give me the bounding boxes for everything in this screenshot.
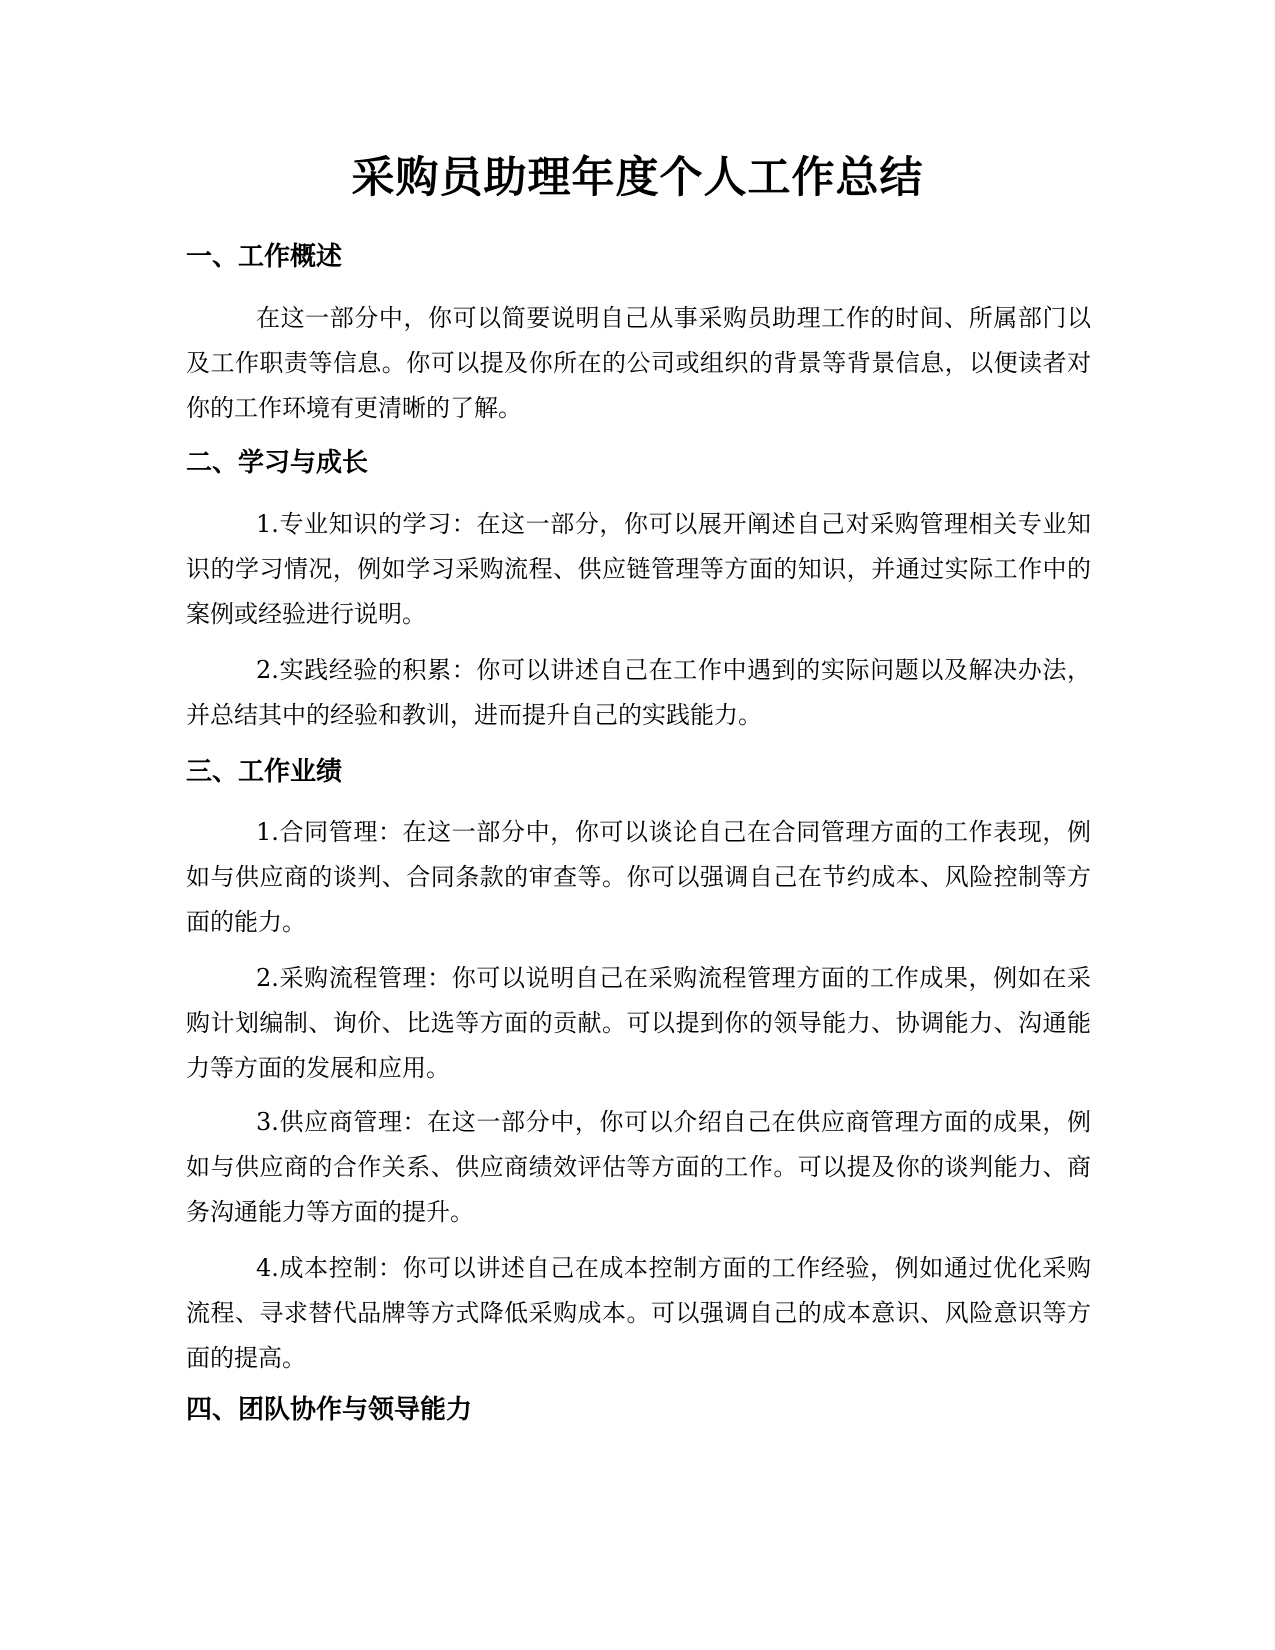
performance-paragraph-3: 3.供应商管理：在这一部分中，你可以介绍自己在供应商管理方面的成果，例如与供应商的合作关系、供应商绩效评估等方面的工作。可以提及你的谈判能力、商务沟通能力等方面的提升。 (186, 1108, 1091, 1226)
performance-paragraph-4: 4.成本控制：你可以讲述自己在成本控制方面的工作经验，例如通过优化采购流程、寻求替代品牌等方式降低采购成本。可以强调自己的成本意识、风险意识等方面的提高。 (186, 1254, 1091, 1372)
learning-paragraph-1: 1.专业知识的学习：在这一部分，你可以展开阐述自己对采购管理相关专业知识的学习情况，例如学习采购流程、供应链管理等方面的知识，并通过实际工作中的案例或经验进行说明。 (186, 510, 1091, 628)
overview-paragraph: 在这一部分中，你可以简要说明自己从事采购员助理工作的时间、所属部门以及工作职责等信息。你可以提及你所在的公司或组织的背景等背景信息，以便读者对你的工作环境有更清晰的了解。 (186, 304, 1091, 422)
learning-paragraph-2: 2.实践经验的积累：你可以讲述自己在工作中遇到的实际问题以及解决办法，并总结其中的经验和教训，进而提升自己的实践能力。 (186, 656, 1091, 729)
section-heading-teamwork: 四、团队协作与领导能力 (186, 1395, 473, 1425)
section-heading-overview: 一、工作概述 (186, 242, 343, 272)
section-heading-performance: 三、工作业绩 (186, 757, 343, 787)
performance-paragraph-2: 2.采购流程管理：你可以说明自己在采购流程管理方面的工作成果，例如在采购计划编制、询价、比选等方面的贡献。可以提到你的领导能力、协调能力、沟通能力等方面的发展和应用。 (186, 964, 1091, 1082)
performance-paragraph-1: 1.合同管理：在这一部分中，你可以谈论自己在合同管理方面的工作表现，例如与供应商的谈判、合同条款的审查等。你可以强调自己在节约成本、风险控制等方面的能力。 (186, 818, 1091, 936)
section-heading-learning: 二、学习与成长 (186, 448, 369, 478)
document-title: 采购员助理年度个人工作总结 (351, 153, 924, 203)
